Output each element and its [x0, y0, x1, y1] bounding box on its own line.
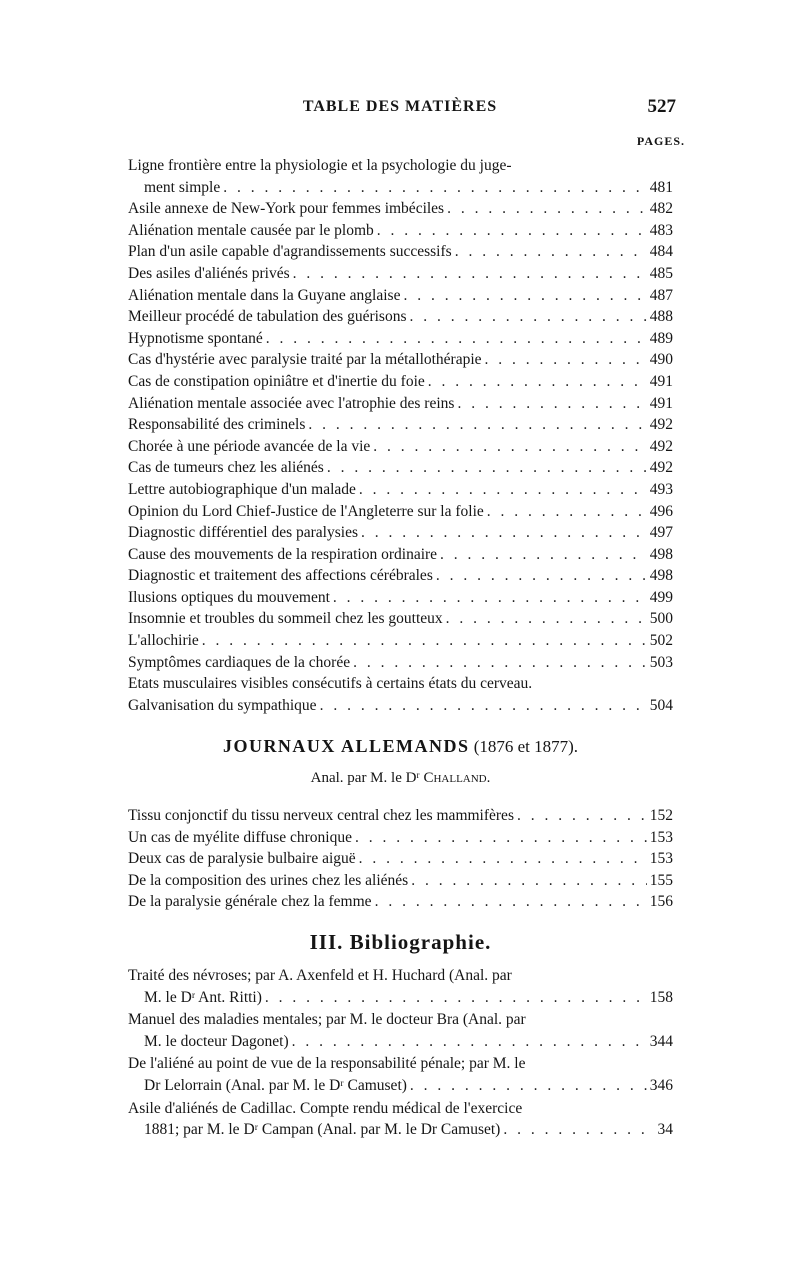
toc-entry-line	[128, 827, 673, 849]
running-head	[128, 96, 676, 122]
toc-entry-text: Diagnostic différentiel des paralysies	[128, 524, 358, 542]
toc-entry-text: De l'aliéné au point de vue de la responsabilité pénale; par M. le	[128, 1055, 526, 1073]
toc-entry	[128, 965, 673, 1008]
dot-leader	[377, 220, 647, 242]
dot-leader	[375, 891, 647, 913]
toc-entry-page: 153	[649, 850, 673, 868]
toc-entry-page: 504	[649, 696, 673, 714]
dot-leader	[359, 479, 647, 501]
toc-entry-page: 484	[649, 243, 673, 261]
toc-entry-line	[128, 371, 673, 393]
dot-leader	[410, 1075, 647, 1097]
toc-entry-text: Des asiles d'aliénés privés	[128, 264, 290, 282]
toc-entry-page: 34	[657, 1121, 673, 1139]
section-2-analyst	[128, 770, 673, 787]
dot-leader	[485, 349, 647, 371]
dot-leader	[503, 1119, 650, 1141]
section-2-title: JOURNAUX ALLEMANDS	[222, 736, 470, 756]
section-1-entries	[128, 155, 673, 716]
toc-entry-page: 153	[649, 828, 673, 846]
toc-entry	[128, 349, 673, 371]
toc-entry	[128, 565, 673, 587]
toc-entry	[128, 630, 673, 652]
dot-leader	[436, 565, 647, 587]
toc-entry-text: Aliénation mentale dans la Guyane anglaise	[128, 286, 401, 304]
toc-entry-page: 502	[649, 632, 673, 650]
toc-entry-line	[128, 630, 673, 652]
toc-entry-line	[128, 479, 673, 501]
toc-entry-page: 158	[649, 988, 673, 1006]
toc-entry-line	[128, 393, 673, 415]
pages-column-label: PAGES.	[636, 134, 685, 148]
toc-entry-line	[128, 198, 673, 220]
dot-leader	[202, 630, 647, 652]
analyst-name: Challand.	[423, 770, 491, 786]
toc-entry-page: 156	[649, 893, 673, 911]
toc-entry	[128, 457, 673, 479]
analyst-prefix: Anal. par M. le Dʳ	[310, 770, 420, 786]
toc-entry	[128, 1009, 673, 1052]
toc-entry	[128, 805, 673, 827]
toc-entry-text: Ilusions optiques du mouvement	[128, 588, 330, 606]
toc-entry	[128, 263, 673, 285]
toc-entry-text: ment simple	[144, 178, 221, 196]
toc-entry-text: Responsabilité des criminels	[128, 416, 306, 434]
dot-leader	[411, 870, 647, 892]
toc-entry	[128, 198, 673, 220]
toc-entry	[128, 870, 673, 892]
toc-entry	[128, 544, 673, 566]
toc-entry-line	[128, 457, 673, 479]
toc-entry-page: 482	[649, 200, 673, 218]
toc-entry	[128, 1098, 673, 1141]
toc-entry-line	[128, 522, 673, 544]
toc-entry-line	[128, 1119, 673, 1141]
dot-leader	[447, 198, 647, 220]
toc-entry-text: L'allochirie	[128, 632, 199, 650]
toc-entry	[128, 241, 673, 263]
toc-entry-page: 499	[649, 588, 673, 606]
toc-entry-page: 498	[649, 545, 673, 563]
toc-entry-page: 346	[649, 1076, 673, 1094]
section-2-years: (1876 et 1877).	[473, 737, 579, 756]
toc-entry-page: 491	[649, 372, 673, 390]
toc-entry-page: 491	[649, 394, 673, 412]
toc-entry-text: Etats musculaires visibles consécutifs à certains états du cerveau.	[128, 675, 533, 693]
toc-entry-text: Opinion du Lord Chief-Justice de l'Angleterre sur la folie	[128, 502, 484, 520]
toc-entry	[128, 414, 673, 436]
toc-entry-page: 487	[649, 286, 673, 304]
toc-entry-page: 503	[649, 653, 673, 671]
toc-entry-text: Un cas de myélite diffuse chronique	[128, 828, 352, 846]
dot-leader	[265, 987, 647, 1009]
toc-entry-text: Aliénation mentale causée par le plomb	[128, 221, 374, 239]
toc-entry-text: Ligne frontière entre la physiologie et la psychologie du juge-	[128, 157, 512, 174]
toc-entry-line	[128, 891, 673, 913]
toc-entry-page: 498	[649, 567, 673, 585]
toc-entry	[128, 848, 673, 870]
toc-entry	[128, 587, 673, 609]
toc-entry-line	[128, 565, 673, 587]
toc-entry-text: Symptômes cardiaques de la chorée	[128, 653, 351, 671]
toc-entry-page: 485	[649, 264, 673, 282]
toc-entry-line	[128, 848, 673, 870]
toc-entry-page: 488	[649, 308, 673, 326]
toc-entry-text: Cause des mouvements de la respiration ordinaire	[128, 545, 438, 563]
toc-entry-text: Cas d'hystérie avec paralysie traité par la métallothérapie	[128, 351, 482, 369]
toc-entry-page: 500	[649, 610, 673, 628]
toc-entry	[128, 285, 673, 307]
toc-entry-text: Diagnostic et traitement des affections cérébrales	[128, 567, 433, 585]
toc-entry-text: De la composition des urines chez les aliénés	[128, 871, 409, 889]
toc-entry-text: Dr Lelorrain (Anal. par M. le Dʳ Camuset)	[144, 1076, 407, 1094]
toc-entry-text: Lettre autobiographique d'un malade	[128, 480, 356, 498]
toc-entry-text: Insomnie et troubles du sommeil chez les goutteux	[128, 610, 443, 628]
toc-entry	[128, 695, 673, 717]
toc-entry-text: Traité des névroses; par A. Axenfeld et H. Huchard (Anal. par	[128, 967, 512, 984]
toc-entry-text: Chorée à une période avancée de la vie	[128, 437, 371, 455]
dot-leader	[455, 241, 647, 263]
toc-entry-text: Deux cas de paralysie bulbaire aiguë	[128, 850, 356, 868]
toc-entry	[128, 673, 673, 695]
toc-entry-text: Cas de tumeurs chez les aliénés	[128, 459, 324, 477]
toc-entry-line	[128, 263, 673, 285]
toc-entry-line	[128, 501, 673, 523]
dot-leader	[410, 306, 647, 328]
toc-entry-page: 492	[649, 416, 673, 434]
toc-entry	[128, 522, 673, 544]
dot-leader	[428, 371, 647, 393]
dot-leader	[355, 827, 647, 849]
dot-leader	[359, 848, 647, 870]
toc-entry	[128, 608, 673, 630]
toc-entry-page: 497	[649, 524, 673, 542]
dot-leader	[292, 1031, 647, 1053]
toc-entry-line	[128, 587, 673, 609]
toc-entry-line	[128, 349, 673, 371]
toc-entry	[128, 155, 673, 198]
toc-entry	[128, 891, 673, 913]
running-title: TABLE DES MATIÈRES	[302, 98, 498, 115]
toc-entry-text: Manuel des maladies mentales; par M. le docteur Bra (Anal. par	[128, 1011, 526, 1029]
section-3-entries	[128, 965, 673, 1142]
section-2-heading	[128, 736, 673, 757]
toc-entry-page: 496	[649, 502, 673, 520]
dot-leader	[327, 457, 647, 479]
toc-entry-page: 152	[649, 807, 673, 824]
toc-entry-line	[128, 285, 673, 307]
toc-entry-line	[128, 544, 673, 566]
toc-entry	[128, 328, 673, 350]
toc-entry-text: M. le Dʳ Ant. Ritti)	[144, 988, 262, 1006]
dot-leader	[361, 522, 647, 544]
toc-entry-text: Tissu conjonctif du tissu nerveux central chez les mammifères	[128, 807, 514, 824]
toc-entry-line	[128, 436, 673, 458]
toc-entry	[128, 371, 673, 393]
toc-entry-line	[128, 805, 673, 827]
page-number: 527	[647, 96, 676, 117]
toc-entry	[128, 479, 673, 501]
toc-entry-text: Meilleur procédé de tabulation des guérisons	[128, 308, 407, 326]
dot-leader	[353, 652, 647, 674]
dot-leader	[333, 587, 647, 609]
toc-entry-text: Asile annexe de New-York pour femmes imbéciles	[128, 200, 445, 218]
dot-leader	[517, 805, 647, 827]
section-3-heading: III. Bibliographie.	[309, 930, 492, 954]
toc-entry-line	[128, 414, 673, 436]
toc-entry	[128, 436, 673, 458]
dot-leader	[487, 501, 647, 523]
toc-entry-page: 493	[649, 480, 673, 498]
toc-entry	[128, 306, 673, 328]
toc-entry-text: Galvanisation du sympathique	[128, 696, 317, 714]
dot-leader	[320, 695, 647, 717]
toc-entry	[128, 220, 673, 242]
toc-entry-line	[128, 652, 673, 674]
dot-leader	[308, 414, 646, 436]
toc-entry-text: Asile d'aliénés de Cadillac. Compte rendu médical de l'exercice	[128, 1099, 523, 1117]
toc-entry-text: Hypnotisme spontané	[128, 329, 263, 347]
toc-entry-line	[128, 608, 673, 630]
toc-entry-page: 344	[649, 1032, 673, 1050]
section-2-entries	[128, 805, 673, 913]
toc-entry-line	[128, 987, 673, 1009]
toc-entry	[128, 501, 673, 523]
toc-entry-line	[128, 1031, 673, 1053]
dot-leader	[446, 608, 647, 630]
toc-entry-text: Aliénation mentale associée avec l'atrophie des reins	[128, 394, 455, 412]
toc-entry-text: M. le docteur Dagonet)	[144, 1032, 289, 1050]
toc-entry	[128, 827, 673, 849]
dot-leader	[373, 436, 646, 458]
dot-leader	[440, 544, 647, 566]
dot-leader	[223, 177, 647, 199]
toc-entry-page: 489	[649, 329, 673, 347]
toc-entry-page: 483	[649, 221, 673, 239]
dot-leader	[403, 285, 646, 307]
dot-leader	[293, 263, 647, 285]
toc-entry-page: 155	[649, 871, 673, 889]
toc-entry-text: Cas de constipation opiniâtre et d'inertie du foie	[128, 372, 425, 390]
toc-entry-text: De la paralysie générale chez la femme	[128, 893, 372, 911]
toc-entry-line	[128, 177, 673, 199]
toc-entry-line	[128, 241, 673, 263]
toc-entry-page: 492	[649, 459, 673, 477]
toc-entry-line	[128, 220, 673, 242]
toc-entry-page: 490	[649, 351, 673, 369]
dot-leader	[457, 393, 646, 415]
toc-entry-line	[128, 695, 673, 717]
toc-entry-line	[128, 870, 673, 892]
toc-entry	[128, 1053, 673, 1096]
toc-entry-text: 1881; par M. le Dʳ Campan (Anal. par M. le Dr Camuset)	[144, 1121, 501, 1139]
toc-entry-line	[128, 306, 673, 328]
toc-entry-line	[128, 1075, 673, 1097]
toc-entry-line	[128, 328, 673, 350]
toc-entry-page: 481	[649, 178, 673, 196]
toc-entry-text: Plan d'un asile capable d'agrandissements successifs	[128, 243, 452, 261]
toc-entry-page: 492	[649, 437, 673, 455]
toc-entry	[128, 393, 673, 415]
toc-entry	[128, 652, 673, 674]
dot-leader	[266, 328, 647, 350]
